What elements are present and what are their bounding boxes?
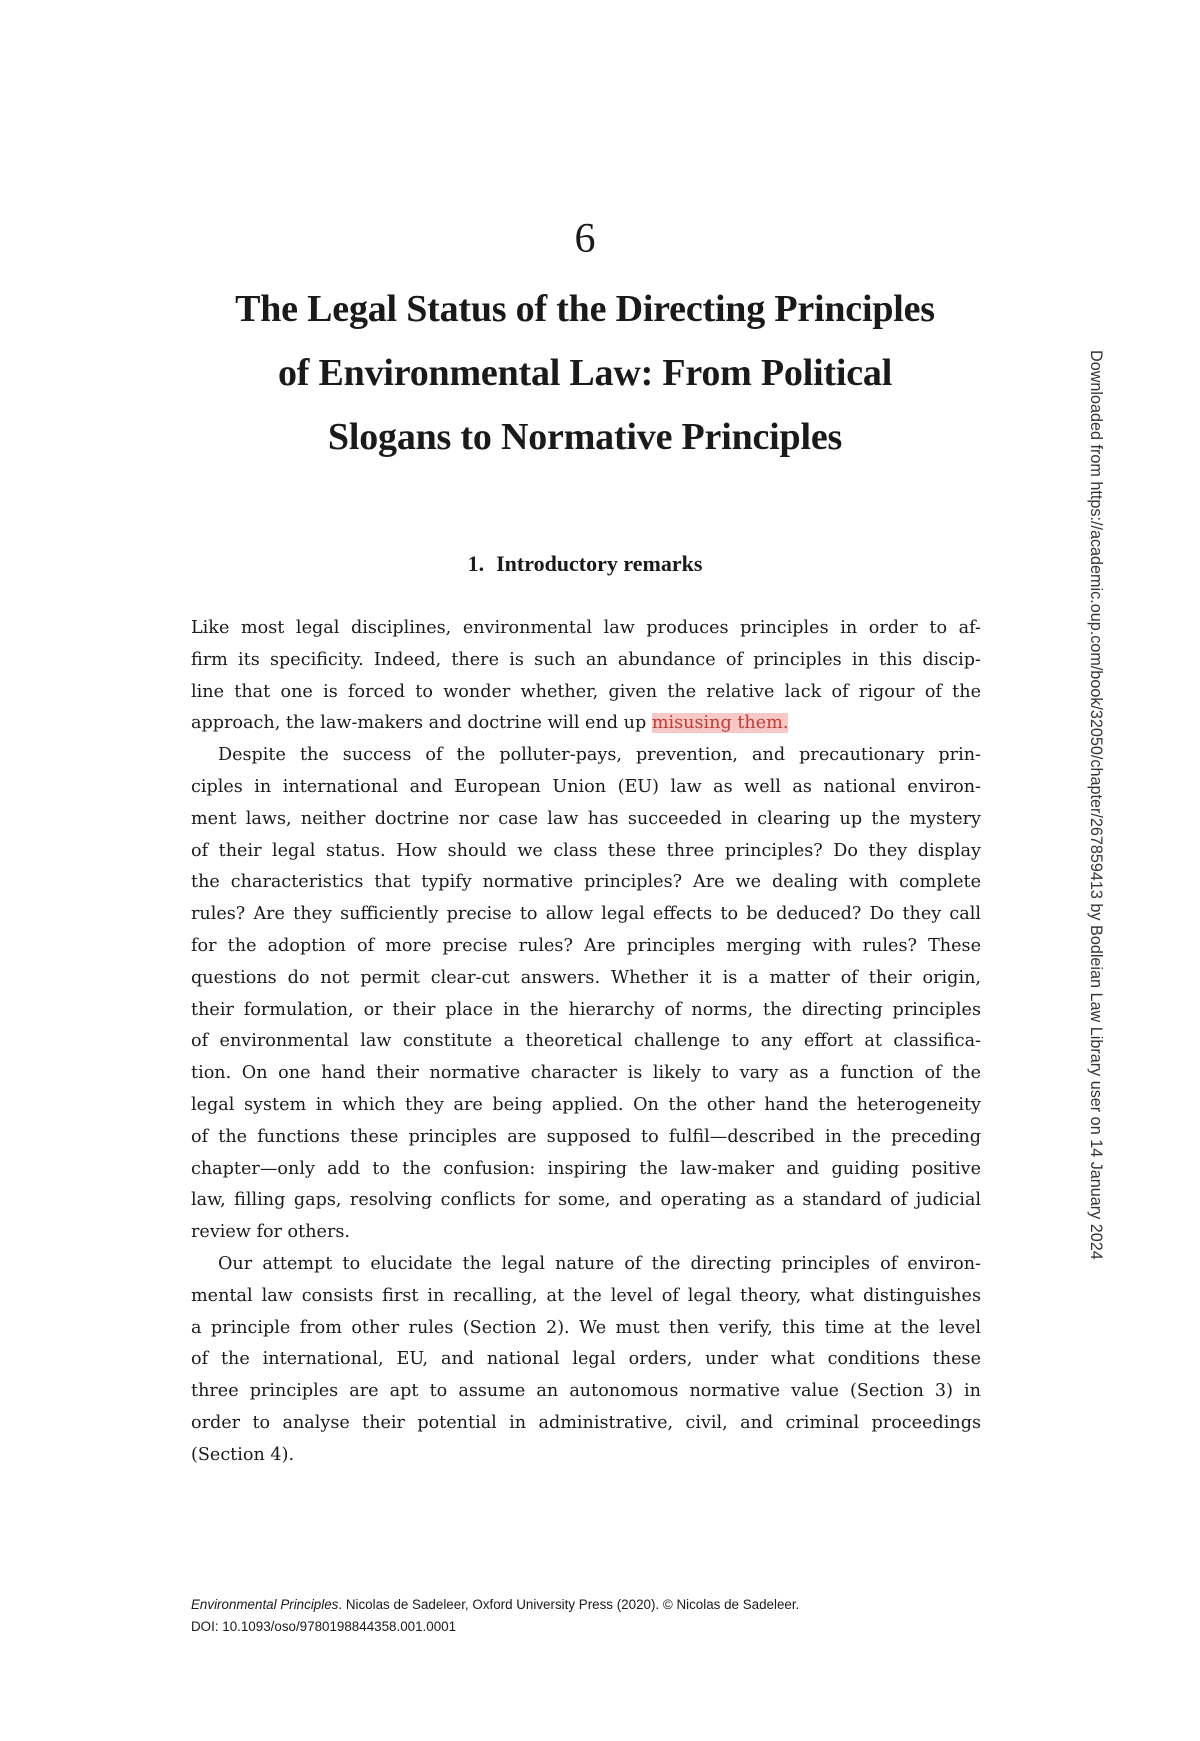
section-heading (0, 549, 1170, 579)
paragraph-1-line: firm its specificity. Indeed, there is such an abundance of principles in this discip- (191, 649, 981, 670)
download-watermark-text: Downloaded from https://academic.oup.com/book/32050/chapter/267859413 by Bodleian Law Library user on 14 January 2024 (1087, 350, 1105, 1260)
paragraph-3-line: of the international, EU, and national legal orders, under what conditions these (191, 1349, 981, 1370)
paragraph-3-line: three principles are apt to assume an autonomous normative value (Section 3) in (191, 1381, 981, 1402)
paragraph-2-line: chapter—only add to the confusion: inspiring the law-maker and guiding positive (191, 1158, 981, 1179)
paragraph-2-line: of environmental law constitute a theoretical challenge to any effort at classifica- (191, 1031, 981, 1052)
chapter-number: 6 (574, 216, 596, 262)
section-title: Introductory remarks (496, 551, 703, 576)
body-text (191, 613, 981, 1472)
paragraph-1-line-text: approach, the law-makers and doctrine will end up (191, 713, 652, 734)
paragraph-3-line: mental law consists first in recalling, at the level of legal theory, what distinguishes (191, 1285, 981, 1306)
paragraph-1-line: line that one is forced to wonder whether, given the relative lack of rigour of the (191, 681, 981, 702)
paragraph-2-line: their formulation, or their place in the hierarchy of norms, the directing principles (191, 999, 981, 1020)
paragraph-2-line: of their legal status. How should we class these three principles? Do they display (191, 840, 981, 861)
paragraph-1-last-line (191, 708, 981, 740)
paragraph-2-line: Despite the success of the polluter-pays, prevention, and precautionary prin- (218, 745, 981, 766)
paragraph-2-line: ment laws, neither doctrine nor case law has succeeded in clearing up the mystery (191, 808, 981, 829)
paragraph-2-line: the characteristics that typify normative principles? Are we dealing with complete (191, 872, 981, 893)
chapter-title-line-3: Slogans to Normative Principles (327, 416, 843, 458)
footer-doi: DOI: 10.1093/oso/9780198844358.001.0001 (191, 1619, 457, 1634)
chapter-title-line-1: The Legal Status of the Directing Principles (235, 288, 935, 330)
paragraph-3-line: (Section 4). (191, 1444, 295, 1465)
paragraph-2-line: questions do not permit clear-cut answers. Whether it is a matter of their origin, (191, 967, 981, 988)
paragraph-2-line: of the functions these principles are supposed to fulfil—described in the preceding (191, 1126, 981, 1147)
highlighted-text[interactable]: misusing them. (651, 713, 789, 734)
download-watermark (1086, 350, 1106, 1480)
footer-book-title: Environmental Principles (191, 1597, 339, 1612)
page-footer (191, 1594, 991, 1638)
paragraph-3-line: order to analyse their potential in administrative, civil, and criminal proceedings (191, 1412, 981, 1433)
chapter-title-line-2: of Environmental Law: From Political (277, 352, 893, 394)
paragraph-3-line: a principle from other rules (Section 2). We must then verify, this time at the level (191, 1317, 981, 1338)
paragraph-2-line: for the adoption of more precise rules? Are principles merging with rules? These (191, 935, 981, 956)
paragraph-2-line: review for others. (191, 1222, 350, 1243)
paragraph-3-line: Our attempt to elucidate the legal nature of the directing principles of environ- (218, 1253, 981, 1274)
paragraph-2-line: law, filling gaps, resolving conflicts for some, and operating as a standard of judicial (191, 1190, 981, 1211)
paragraph-2-line: rules? Are they sufficiently precise to allow legal effects to be deduced? Do they call (191, 904, 981, 925)
section-number: 1. (467, 551, 485, 576)
paragraph-2-line: tion. On one hand their normative character is likely to vary as a function of the (191, 1063, 981, 1084)
paragraph-1-line: Like most legal disciplines, environmental law produces principles in order to af- (191, 618, 981, 638)
paragraph-2-line: legal system in which they are being applied. On the other hand the heterogeneity (191, 1094, 981, 1115)
chapter-title (160, 277, 1010, 469)
paragraph-2-line: ciples in international and European Union (EU) law as well as national environ- (191, 776, 981, 797)
footer-citation (191, 1594, 991, 1616)
footer-citation-rest: . Nicolas de Sadeleer, Oxford University Press (2020). © Nicolas de Sadeleer. (338, 1597, 800, 1612)
